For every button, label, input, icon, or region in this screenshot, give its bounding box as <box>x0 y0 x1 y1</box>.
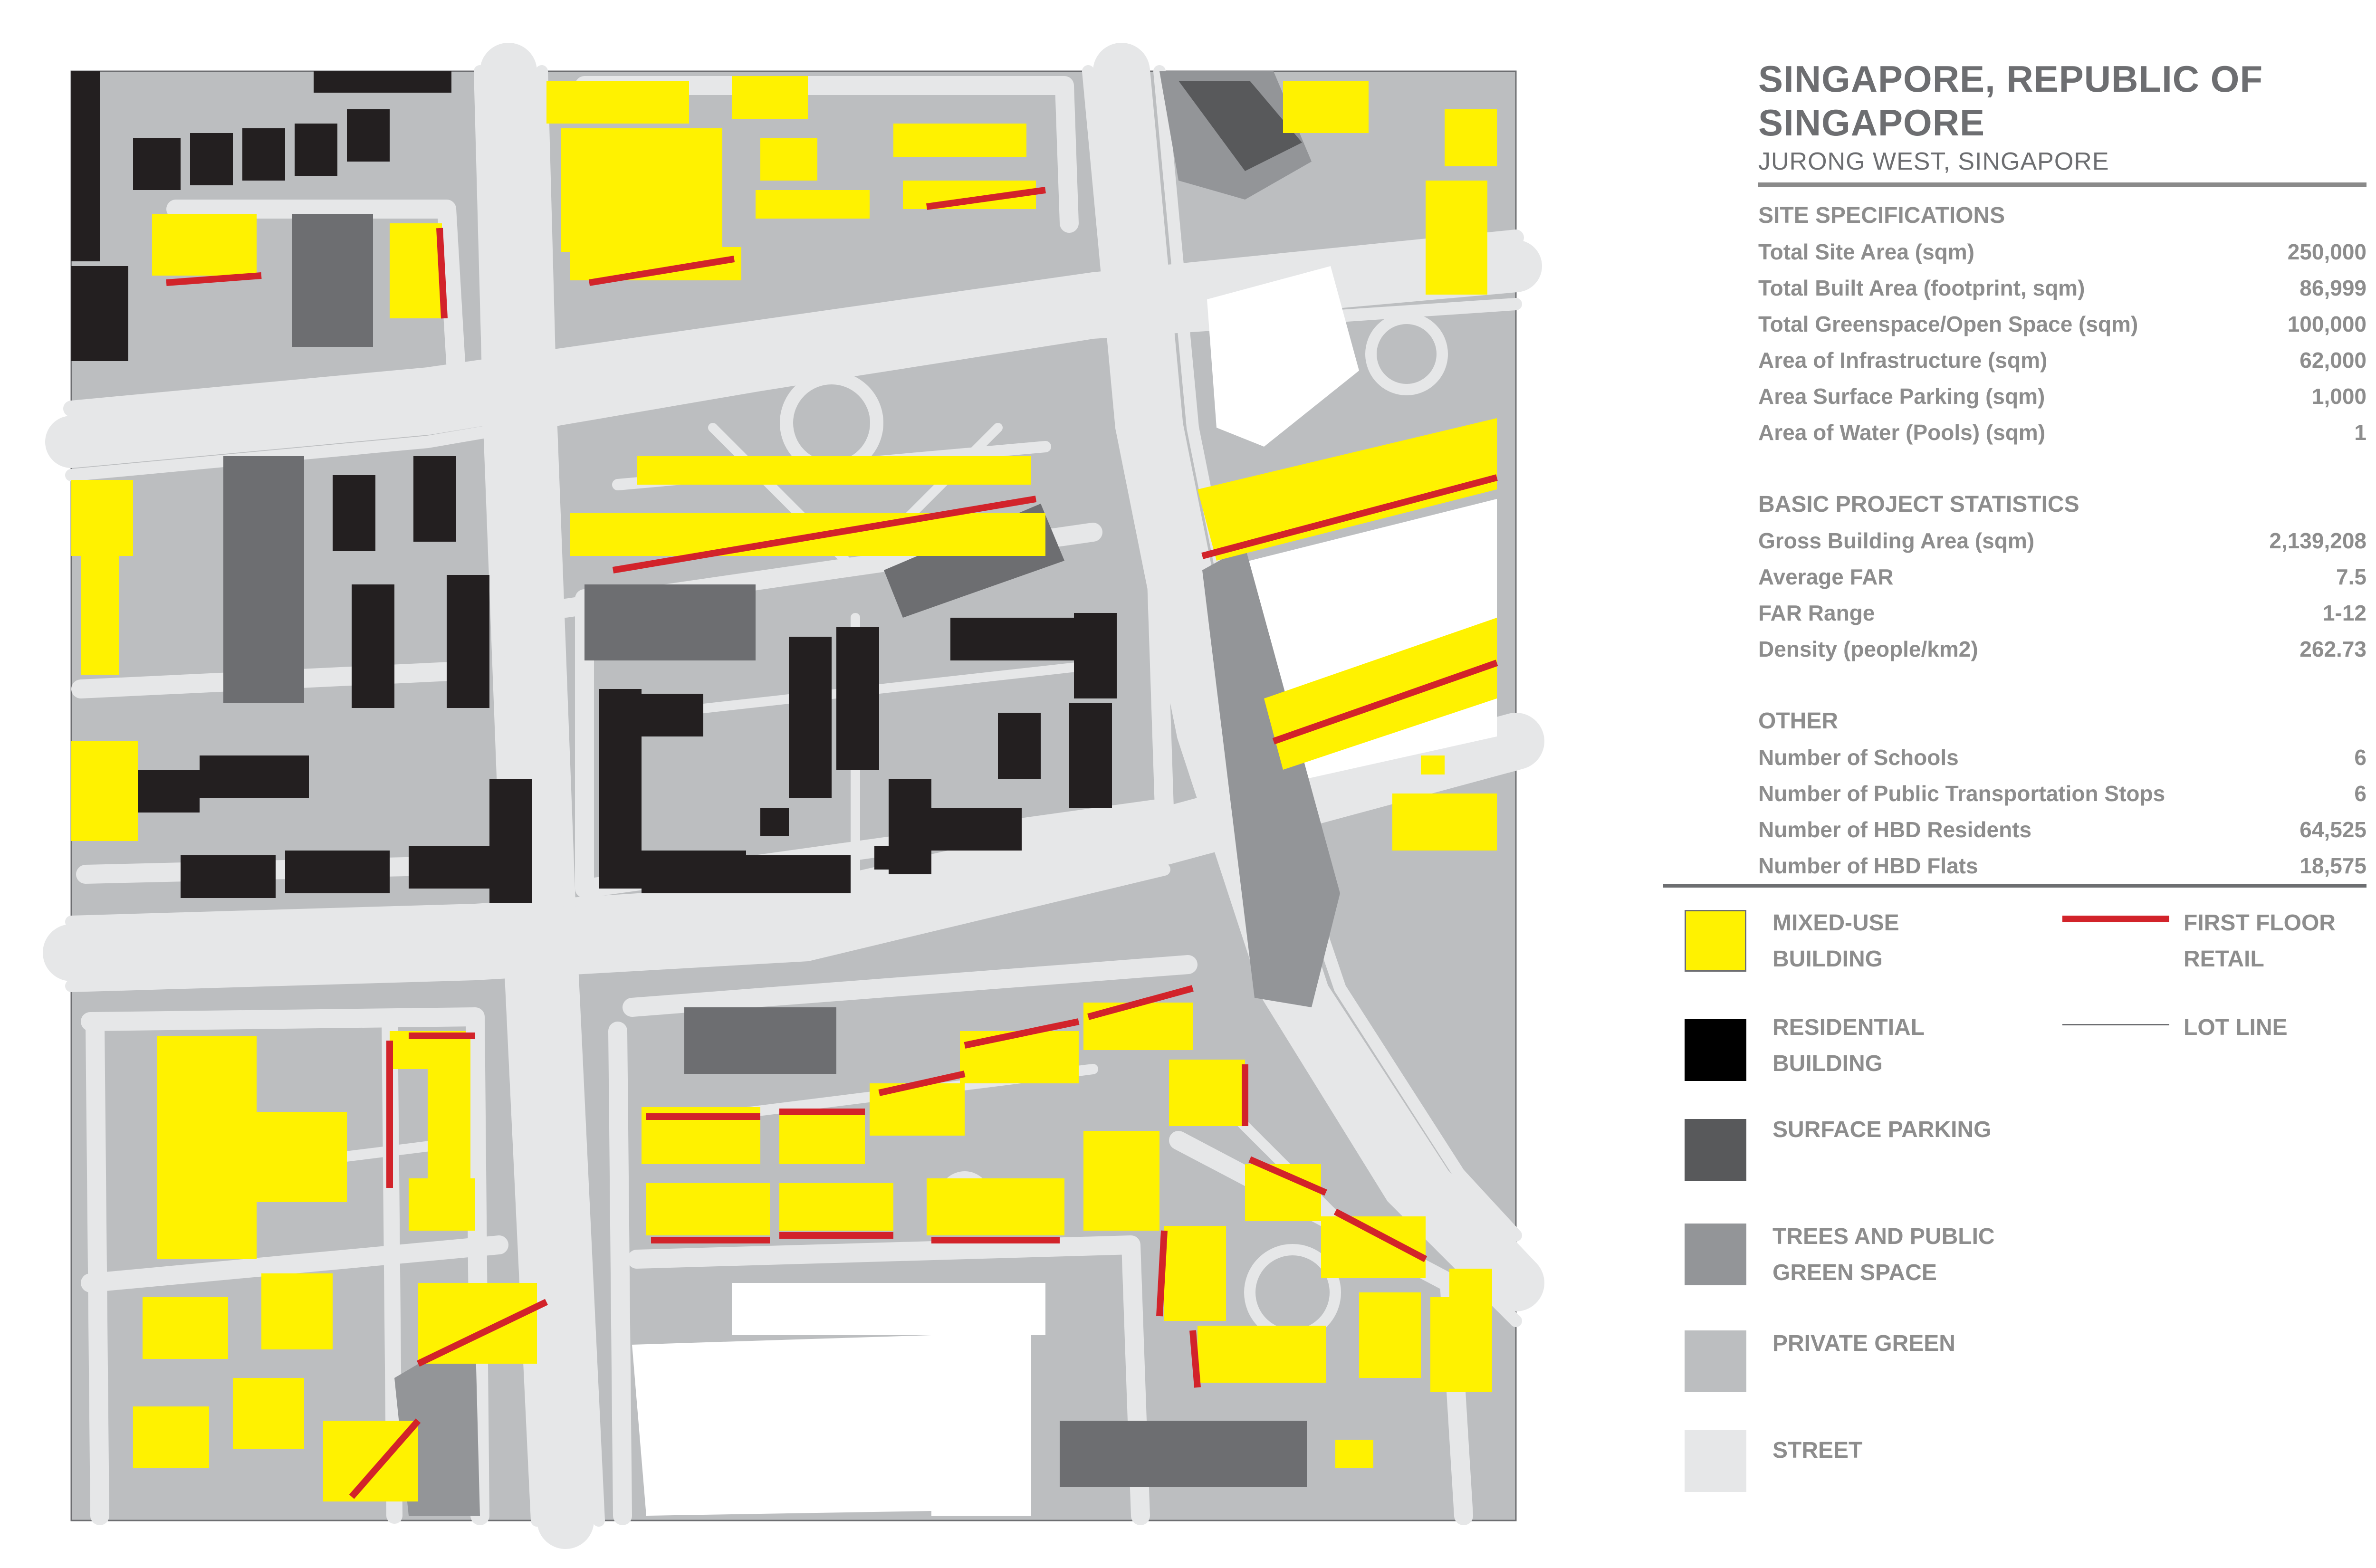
stat-label: Total Built Area (footprint, sqm) <box>1758 276 2085 300</box>
page-title: SINGAPORE, REPUBLIC OF SINGAPORE <box>1758 58 2263 143</box>
parking-lot <box>223 456 304 703</box>
stat-label: Area of Infrastructure (sqm) <box>1758 348 2048 373</box>
section-heading: SITE SPECIFICATIONS <box>1758 203 2005 228</box>
stat-row <box>1758 739 2366 775</box>
parking-lot <box>584 584 756 660</box>
legend-swatch-private-green <box>1685 1330 1746 1392</box>
legend-divider <box>1663 884 2366 888</box>
stat-row <box>1758 414 2366 450</box>
site-specifications-section <box>1758 198 2366 450</box>
stat-row <box>1758 848 2366 884</box>
stat-value: 6 <box>2354 745 2366 770</box>
legend-label-retail: FIRST FLOOR RETAIL <box>2184 910 2336 972</box>
stat-row <box>1758 523 2366 559</box>
stat-row <box>1758 342 2366 378</box>
legend-line-retail <box>2062 916 2169 922</box>
stat-value: 86,999 <box>2299 276 2366 300</box>
info-panel <box>1758 57 2366 884</box>
stat-row <box>1758 812 2366 848</box>
stat-row <box>1758 270 2366 306</box>
stat-label: Number of HBD Flats <box>1758 853 1978 878</box>
legend-label-surface-parking: SURFACE PARKING <box>1772 1117 1992 1142</box>
stat-label: Number of Schools <box>1758 745 1959 770</box>
stat-label: Density (people/km2) <box>1758 637 1978 661</box>
legend-label-street: STREET <box>1772 1438 1863 1463</box>
legend-swatch-surface-parking <box>1685 1119 1746 1181</box>
section-heading: BASIC PROJECT STATISTICS <box>1758 492 2079 517</box>
legend-label-mixed-use: MIXED-USE BUILDING <box>1772 910 1899 972</box>
parking-lot <box>1060 1421 1307 1487</box>
stat-row <box>1758 595 2366 631</box>
stat-label: Area of Water (Pools) (sqm) <box>1758 420 2046 445</box>
stat-label: FAR Range <box>1758 601 1875 625</box>
other-section <box>1758 703 2366 884</box>
legend-line-lot-line <box>2062 1024 2169 1025</box>
legend-label-public-green: TREES AND PUBLIC GREEN SPACE <box>1772 1224 1995 1285</box>
stat-label: Area Surface Parking (sqm) <box>1758 384 2045 409</box>
stat-value: 6 <box>2354 781 2366 806</box>
legend-label-residential: RESIDENTIAL BUILDING <box>1772 1015 1925 1076</box>
stat-row <box>1758 234 2366 270</box>
stat-row <box>1758 559 2366 595</box>
stat-value: 2,139,208 <box>2269 528 2366 553</box>
stat-label: Average FAR <box>1758 564 1894 589</box>
stat-label: Total Greenspace/Open Space (sqm) <box>1758 312 2138 336</box>
stat-value: 1 <box>2354 420 2366 445</box>
legend-label-private-green: PRIVATE GREEN <box>1772 1331 1955 1356</box>
stat-value: 100,000 <box>2287 312 2366 336</box>
stat-value: 250,000 <box>2287 239 2366 264</box>
legend-swatch-public-green <box>1685 1224 1746 1285</box>
stat-label: Gross Building Area (sqm) <box>1758 528 2035 553</box>
section-heading: OTHER <box>1758 708 1838 734</box>
stat-label: Number of HBD Residents <box>1758 817 2032 842</box>
basic-project-statistics-section <box>1758 487 2366 667</box>
stat-row <box>1758 631 2366 667</box>
title-rule <box>1758 182 2366 187</box>
stat-value: 7.5 <box>2336 564 2366 589</box>
stat-value: 62,000 <box>2299 348 2366 373</box>
stat-value: 262.73 <box>2299 637 2366 661</box>
stat-value: 64,525 <box>2299 817 2366 842</box>
stat-value: 1,000 <box>2311 384 2366 409</box>
stat-row <box>1758 775 2366 812</box>
legend-label-lot-line: LOT LINE <box>2184 1015 2288 1040</box>
legend-swatch-mixed-use <box>1685 910 1746 972</box>
stat-value: 1-12 <box>2322 601 2366 625</box>
stat-row <box>1758 378 2366 414</box>
stat-row <box>1758 306 2366 342</box>
legend-swatch-street <box>1685 1430 1746 1492</box>
stat-label: Total Site Area (sqm) <box>1758 239 1974 264</box>
page-subtitle: JURONG WEST, SINGAPORE <box>1758 148 2109 175</box>
stat-label: Number of Public Transportation Stops <box>1758 781 2165 806</box>
stat-value: 18,575 <box>2299 853 2366 878</box>
parking-lot <box>684 1007 836 1074</box>
parking-lot <box>292 214 373 347</box>
legend-swatch-residential <box>1685 1019 1746 1081</box>
